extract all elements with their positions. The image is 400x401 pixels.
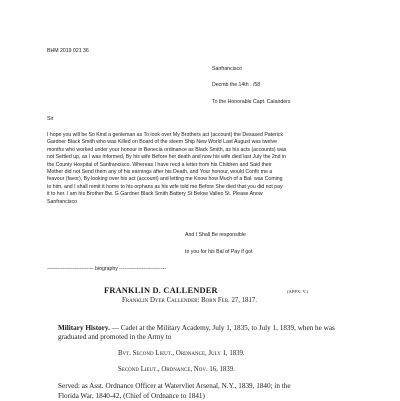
body-line: feavour (favor), By looking over his act (account) and letting me Know how Much of a Bal. was Coming [47, 176, 283, 183]
closing-line-2: to you for his Bal of Pay if got [185, 249, 253, 255]
body-line: Gardner Black Smith who was Killed on Board of the steem Ship New World Last August was twelve [47, 139, 277, 146]
letter-date: Decmb the 14th . /58 [212, 82, 261, 88]
letter-body [47, 132, 357, 206]
promotion-bvt: Bvt. Second Lieut., Ordnance, July 1, 1839. [118, 350, 245, 357]
promotion-second-lieut: Second Lieut., Ordnance, Nov. 16, 1839. [118, 366, 235, 373]
letter-salutation: Sir [47, 116, 54, 122]
military-history-heading: Military History. [58, 324, 110, 332]
body-line: to him, and I shall remit it home to his orphans as his wife told me Before She died that you did not pay [47, 183, 283, 190]
body-line: Sanfrancisco [47, 198, 77, 205]
body-line: it to her. I am his Brother Bw. G Gardner Black Smith Battery St Below Valleo St. Please Anow [47, 191, 263, 198]
biography-name: FRANKLIN D. CALLENDER [104, 286, 218, 295]
letter-addressee: To the Honorable Capt. Calanders [212, 99, 291, 105]
reference-number: BHM 2019 021 36 [47, 48, 89, 54]
service-line-1: Served: as Asst. Ordnance Officer at Watervliet Arsenal, N.Y., 1839, 1840; in the [58, 382, 291, 390]
military-history-text: — Cadet at the Military Academy, July 1, 1835, to July 1, 1839, when he was graduated and promoted in the Army to [58, 324, 335, 341]
military-history [58, 324, 358, 342]
biography-appendix-note: (APPX. V.) [287, 289, 308, 294]
body-line: not Settled up, as I was Informed, By his wife Before her death and now his wife died last July the 2nd in [47, 154, 287, 161]
biography-birth: Franklin Dyer Callender: Born Feb. 27, 1817. [122, 297, 257, 304]
body-line: months who worked under your honour in Benecia ordinance as Black Smith, as his acts (accounts) was [47, 146, 287, 153]
body-line: the County Hospital of Sanfrancisco. Whereas I have recd a letter from his Children and Said their [47, 161, 272, 168]
body-line: I hope you will be So Kind a genleman as To look over My Brothers act (account) the Desased Paterick [47, 132, 284, 138]
closing-line-1: And I Shall Be responsible [185, 232, 246, 238]
letter-place: Sanfrancisco [212, 66, 242, 72]
body-line: Mother did not Send them any of his earnings after his Death, and Your honour, would Confir me a [47, 169, 273, 176]
service-line-2: Florida War, 1840-42, (Chief of Ordnance to 1841) [58, 392, 205, 400]
biography-separator: --------------------------- biography --------------------------- [47, 266, 166, 272]
